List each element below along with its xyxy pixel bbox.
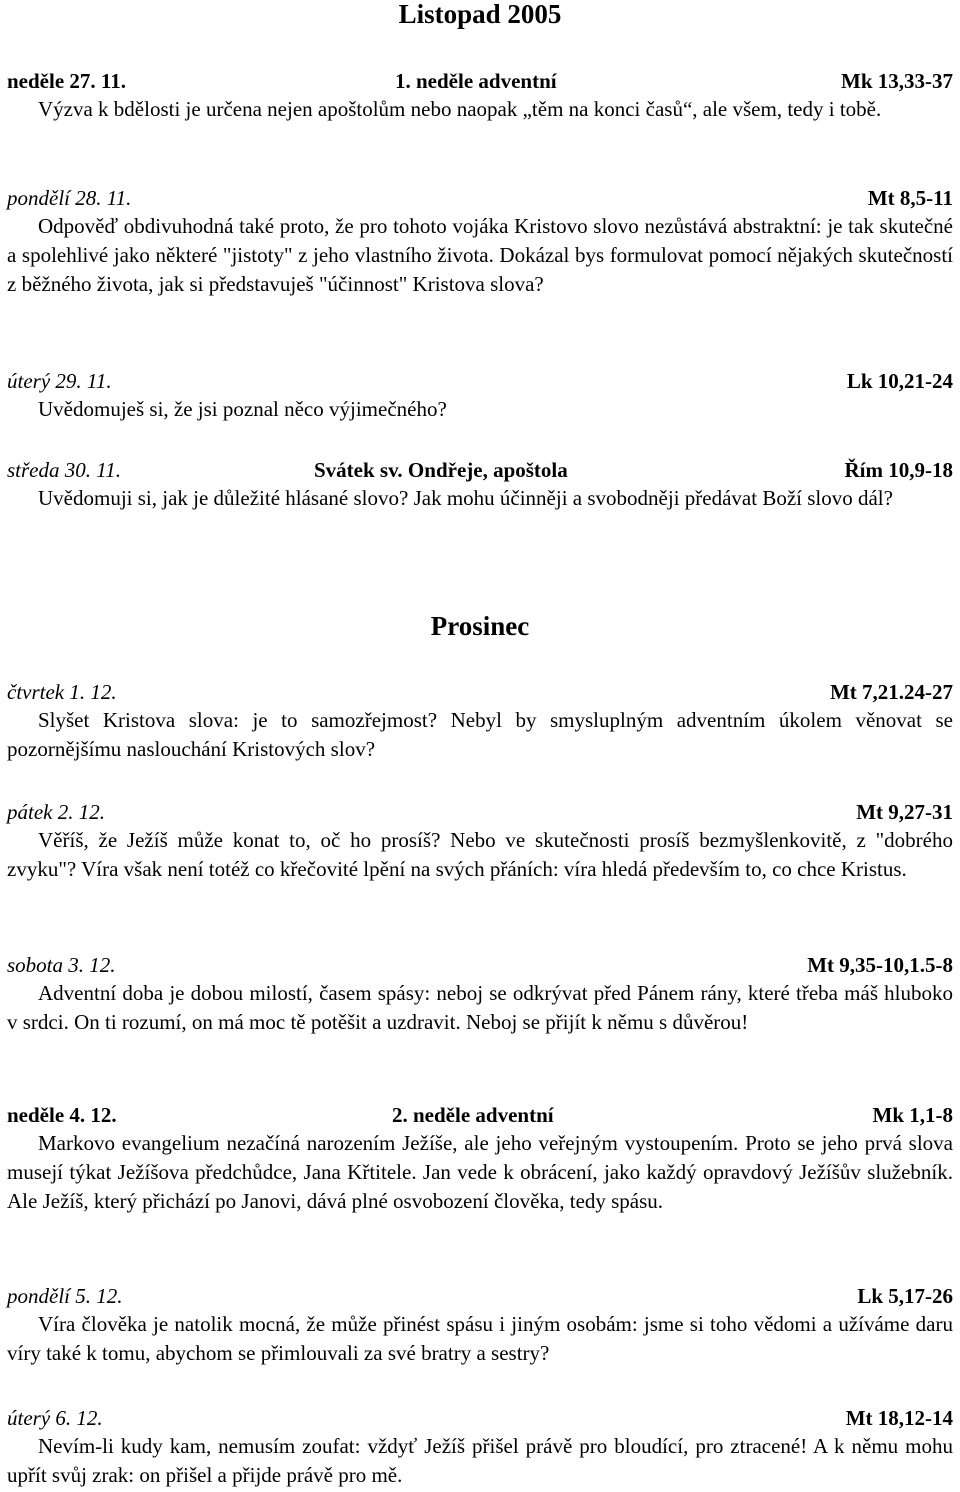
entry-occasion: 1. neděle adventní (395, 69, 557, 93)
entry-occasion: 2. neděle adventní (392, 1103, 554, 1127)
entry-header (7, 184, 953, 212)
calendar-entry (7, 678, 953, 764)
entry-text: Výzva k bdělosti je určena nejen apoštolům nebo naopak „těm na konci časů“, ale všem, tedy i tobě. (38, 97, 882, 121)
bible-reference: Mt 7,21.24-27 (829, 680, 953, 704)
entry-day: středa 30. 11. (7, 458, 121, 482)
entry-header (7, 67, 953, 95)
entry-occasion: Svátek sv. Ondřeje, apoštola (314, 458, 568, 482)
calendar-entry (7, 798, 953, 884)
entry-day: pondělí 5. 12. (7, 1284, 123, 1308)
entry-header (7, 1282, 953, 1310)
entry-text: Nevím-li kudy kam, nemusím zoufat: vždyť Ježíš přišel právě pro bloudící, pro ztracené! A k němu mohu upřít svůj zrak: on přišel a přijde právě pro mě. (7, 1434, 953, 1487)
entry-header (7, 678, 953, 706)
entry-text: Uvědomuji si, jak je důležité hlásané slovo? Jak mohu účinněji a svobodněji předávat Boží slovo dál? (38, 486, 893, 510)
calendar-entry (7, 1404, 953, 1490)
entry-header (7, 798, 953, 826)
calendar-entry (7, 1282, 953, 1368)
entry-day: úterý 6. 12. (7, 1406, 103, 1430)
month-heading: Prosinec (430, 611, 530, 641)
bible-reference: Lk 5,17-26 (857, 1284, 953, 1308)
entry-day: neděle 4. 12. (7, 1103, 117, 1127)
entry-day: pondělí 28. 11. (7, 186, 132, 210)
bible-reference: Mt 9,27-31 (856, 800, 953, 824)
calendar-entry (7, 367, 953, 424)
entry-header (7, 1404, 953, 1432)
entry-day: sobota 3. 12. (7, 953, 116, 977)
bible-reference: Mt 18,12-14 (845, 1406, 953, 1430)
entry-header (7, 1101, 953, 1129)
entry-text: Adventní doba je dobou milostí, časem spásy: neboj se odkrývat před Pánem rány, které třeba máš hluboko v srdci. On ti rozumí, on má moc tě potěšit a uzdravit. Neboj se přijít k němu s důvěrou! (7, 981, 953, 1034)
entry-text: Víra člověka je natolik mocná, že může přinést spásu i jiným osobám: jsme si toho vědomi a užíváme daru víry také k tomu, abychom se přimlouvali za své bratry a sestry? (7, 1312, 953, 1365)
bible-reference: Mt 8,5-11 (867, 186, 953, 210)
entry-text: Markovo evangelium nezačíná narozením Ježíše, ale jeho veřejným vystoupením. Proto se jeho prvá slova musejí týkat Ježíšova předchůdce, Jana Křtitele. Jan vede k obrácení, jako každý opravdový Ježíšův služebník. Ale Ježíš, který přichází po Janovi, dává plné osvobození člověka, tedy spásu. (7, 1131, 953, 1213)
entry-text: Odpověď obdivuhodná také proto, že pro tohoto vojáka Kristovo slovo nezůstává abstraktní: je tak skutečné a spolehlivé jako některé "jistoty" z jeho vlastního života. Dokázal bys formulovat pomocí nějakých skutečností z běžného života, jak si představuješ "účinnost" Kristova slova? (7, 214, 953, 296)
bible-reference: Mt 9,35-10,1.5-8 (807, 953, 953, 977)
bible-reference: Mk 13,33-37 (841, 69, 953, 93)
calendar-entry (7, 456, 953, 513)
bible-reference: Lk 10,21-24 (846, 369, 953, 393)
calendar-entry (7, 184, 953, 299)
entry-day: neděle 27. 11. (7, 69, 126, 93)
entry-day: úterý 29. 11. (7, 369, 112, 393)
month-heading: Listopad 2005 (398, 0, 562, 29)
entry-day: čtvrtek 1. 12. (7, 680, 117, 704)
calendar-entry (7, 951, 953, 1037)
entry-text: Věříš, že Ježíš může konat to, oč ho prosíš? Nebo ve skutečnosti prosíš bezmyšlenkovitě, z "dobrého zvyku"? Víra však není totéž co křečovité lpění na svých přáních: víra hledá především to, co chce Kristus. (7, 828, 953, 881)
calendar-entry (7, 1101, 953, 1216)
calendar-entry (7, 67, 953, 124)
entry-text: Slyšet Kristova slova: je to samozřejmost? Nebyl by smysluplným adventním úkolem věnovat se pozornějšímu naslouchání Kristových slov? (7, 708, 953, 761)
entry-header (7, 456, 953, 484)
bible-reference: Řím 10,9-18 (844, 458, 953, 482)
entry-day: pátek 2. 12. (7, 800, 105, 824)
entry-text: Uvědomuješ si, že jsi poznal něco výjimečného? (38, 397, 447, 421)
bible-reference: Mk 1,1-8 (872, 1103, 953, 1127)
entry-header (7, 367, 953, 395)
entry-header (7, 951, 953, 979)
